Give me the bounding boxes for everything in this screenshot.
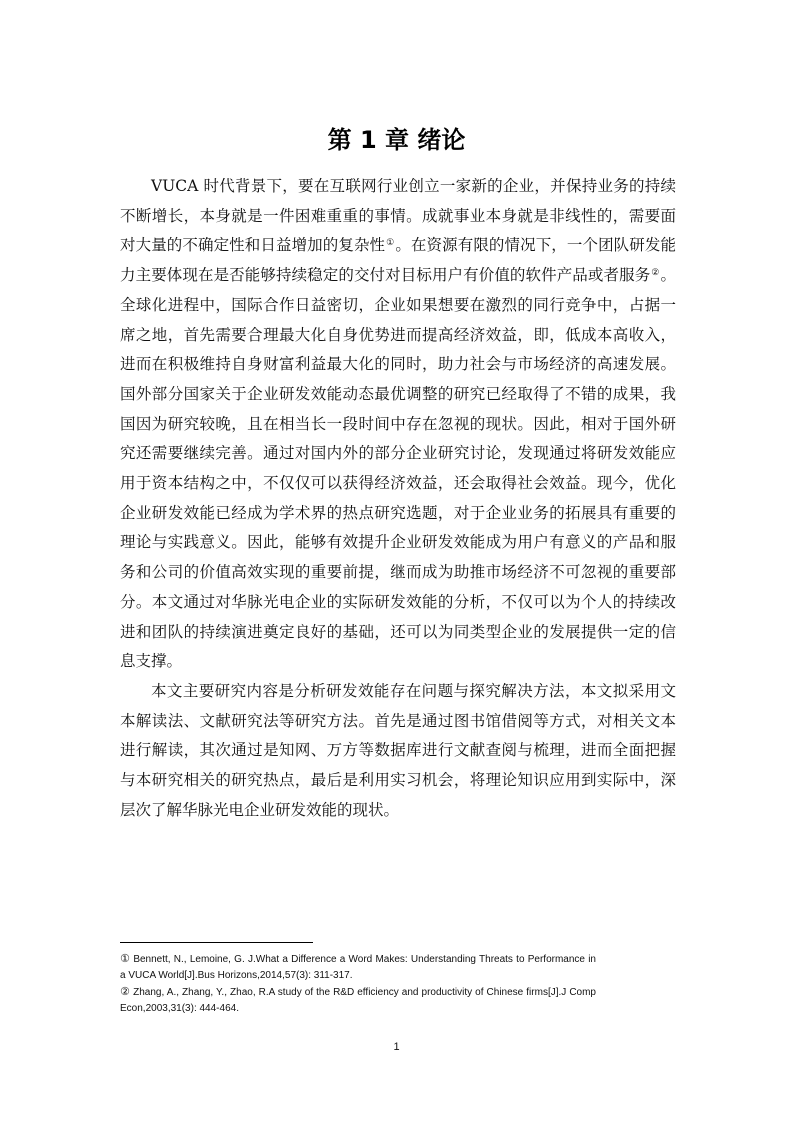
footnote-1-mark: ① [120, 953, 131, 965]
body-text [120, 172, 676, 825]
footnote-separator [120, 942, 313, 943]
footnote-ref-1[interactable]: ① [386, 238, 395, 249]
footnotes [120, 951, 596, 1017]
footnote-2 [120, 984, 596, 1017]
page-number: 1 [393, 1041, 400, 1053]
paragraph-1-segment-1: VUCA 时代背景下，要在互联网行业创立一家新的企业，并保持业务的持续不断增长，本身就是一件困难重重的事情。成就事业本身就是非线性的，需要面对大量的不确定性和日益增加的复杂性 [120, 177, 676, 255]
paragraph-1-segment-3: 。全球化进程中，国际合作日益密切，企业如果想要在激烈的同行竞争中，占据一席之地，首先需要合理最大化自身优势进而提高经济效益，即，低成本高收入，进而在积极维持自身财富利益最大化的同时，助力社会与市场经济的高速发展。国外部分国家关于企业研发效能动态最优调整的研究已经取得了不错的成果，我国因为研究较晚，且在相当长一段时间中存在忽视的现状。因此，相对于国外研究还需要继续完善。通过对国内外的部分企业研究讨论，发现通过将研发效能应用于资本结构之中，不仅仅可以获得经济效益，还会取得社会效益。现今，优化企业研发效能已经成为学术界的热点研究选题，对于企业业务的拓展具有重要的理论与实践意义。因此，能够有效提升企业研发效能成为用户有意义的产品和服务和公司的价值高效实现的重要前提，继而成为助推市场经济不可忽视的重要部分。本文通过对华脉光电企业的实际研发效能的分析，不仅可以为个人的持续改进和团队的持续演进奠定良好的基础，还可以为同类型企业的发展提供一定的信息支撑。 [120, 266, 676, 671]
footnote-ref-2[interactable]: ② [651, 268, 660, 279]
paragraph-1-segment-2: 。在资源有限的情况下，一个团队研发能力主要体现在是否能够持续稳定的交付对目标用户有价值的软件产品或者服务 [120, 236, 676, 285]
paragraph-1 [120, 172, 676, 677]
footnote-1 [120, 951, 596, 984]
footnote-2-mark: ② [120, 986, 131, 998]
footnote-1-text: Bennett, N., Lemoine, G. J.What a Difference a Word Makes: Understanding Threats to Performance in a VUCA World[J].Bus Horizons,2014,57(3): 311-317. [120, 954, 596, 981]
paragraph-2: 本文主要研究内容是分析研发效能存在问题与探究解决方法，本文拟采用文本解读法、文献研究法等研究方法。首先是通过图书馆借阅等方式，对相关文本进行解读，其次通过是知网、万方等数据库进行文献查阅与梳理，进而全面把握与本研究相关的研究热点，最后是利用实习机会，将理论知识应用到实际中，深层次了解华脉光电企业研发效能的现状。 [120, 681, 676, 819]
chapter-title: 第 1 章 绪论 [327, 126, 466, 155]
footnote-2-text: Zhang, A., Zhang, Y., Zhao, R.A study of the R&D efficiency and productivity of Chinese firms[J].J Comp Econ,2003,31(3): 444-464. [120, 987, 596, 1014]
